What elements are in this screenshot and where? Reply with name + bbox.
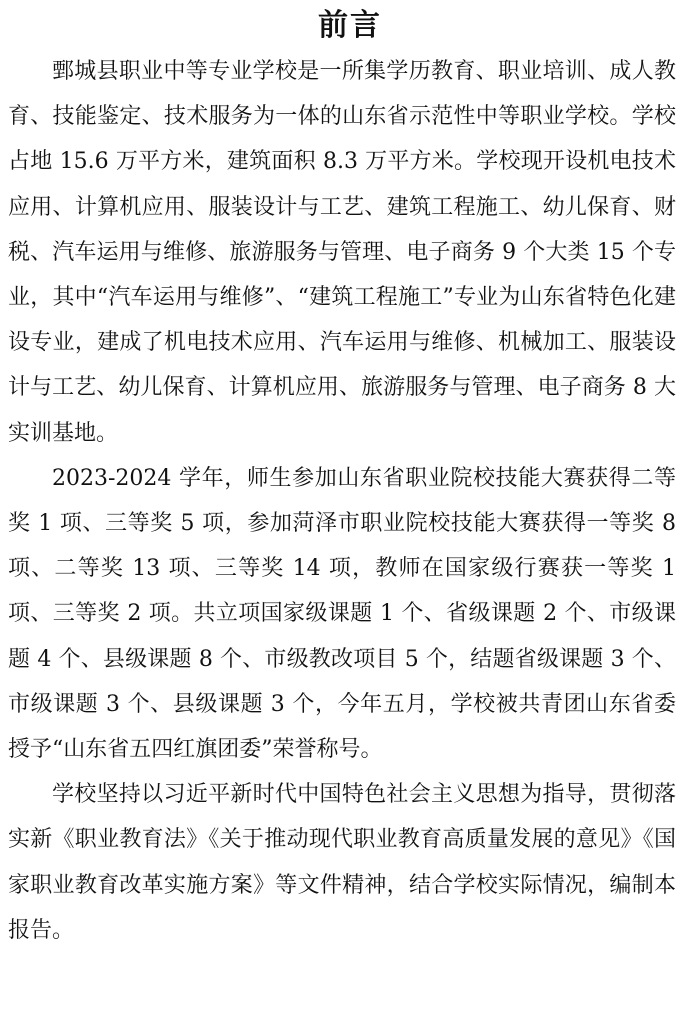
paragraph-achievements: 2023-2024 学年，师生参加山东省职业院校技能大赛获得二等奖 1 项、三等奖 5 项，参加菏泽市职业院校技能大赛获得一等奖 8 项、二等奖 13 项、三等奖 14 项，教师在国家级行赛获一等奖 1 项、三等奖 2 项。共立项国家级课题 1 个、省级课题 2 个、市级课题 4 个、县级课题 8 个、市级教改项目 5 个，结题省级课题 3 个、市级课题 3 个、县级课题 3 个，今年五月，学校被共青团山东省委授予“山东省五四红旗团委”荣誉称号。 (8, 465, 676, 763)
preface-body (8, 49, 676, 953)
paragraph-school-overview: 鄄城县职业中等专业学校是一所集学历教育、职业培训、成人教育、技能鉴定、技术服务为一体的山东省示范性中等职业学校。学校占地 15.6 万平方米，建筑面积 8.3 万平方米。学校现开设机电技术应用、计算机应用、服装设计与工艺、建筑工程施工、幼儿保育、财税、汽车运用与维修、旅游服务与管理、电子商务 9 个大类 15 个专业，其中“汽车运用与维修”、“建筑工程施工”专业为山东省特色化建设专业，建成了机电技术应用、汽车运用与维修、机械加工、服装设计与工艺、幼儿保育、计算机应用、旅游服务与管理、电子商务 8 大实训基地。 (8, 59, 676, 446)
page-title: 前言 (318, 8, 382, 43)
paragraph-report-purpose: 学校坚持以习近平新时代中国特色社会主义思想为指导，贯彻落实新《职业教育法》《关于推动现代职业教育高质量发展的意见》《国家职业教育改革实施方案》等文件精神，结合学校实际情况，编制本报告。 (8, 782, 676, 943)
